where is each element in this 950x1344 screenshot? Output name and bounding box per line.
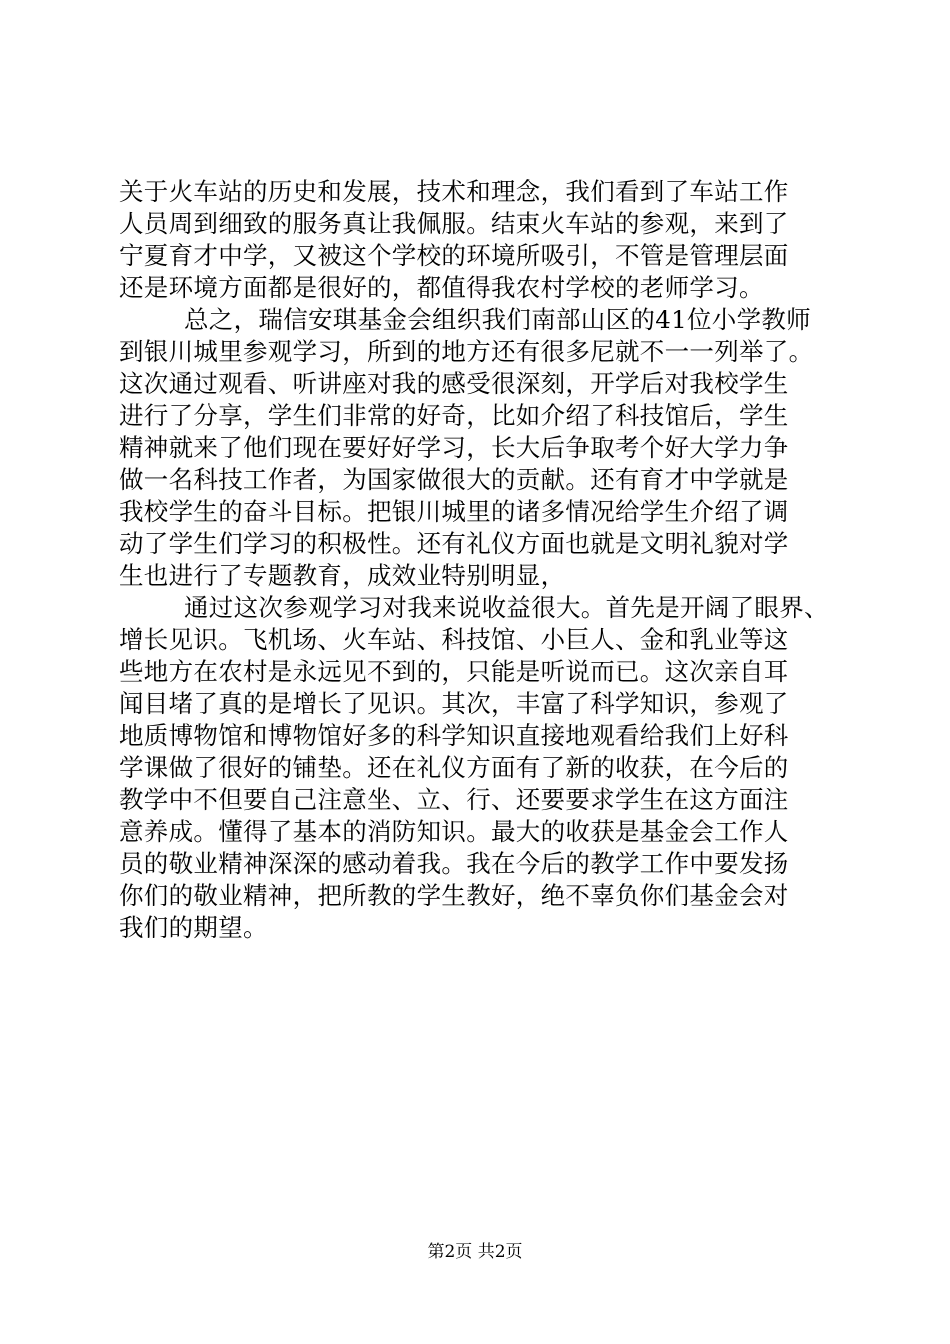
document-body (119, 176, 859, 944)
text-line: 做一名科技工作者，为国家做很大的贡献。还有育才中学就是 (119, 465, 789, 494)
text-line: 增长见识。飞机场、火车站、科技馆、小巨人、金和乳业等这 (119, 625, 789, 654)
text-line: 学课做了很好的铺垫。还在礼仪方面有了新的收获，在今后的 (119, 753, 789, 782)
paragraph-start-line: 总之，瑞信安琪基金会组织我们南部山区的41位小学教师 (184, 305, 811, 334)
text-line: 我们的期望。 (119, 913, 268, 942)
text-line: 生也进行了专题教育，成效业特别明显， (119, 561, 566, 590)
paragraph-start-line: 通过这次参观学习对我来说收益很大。首先是开阔了眼界、 (184, 593, 829, 622)
text-line: 你们的敬业精神，把所教的学生教好，绝不辜负你们基金会对 (119, 881, 789, 910)
text-line: 宁夏育才中学，又被这个学校的环境所吸引，不管是管理层面 (119, 241, 789, 270)
text-line: 些地方在农村是永远见不到的，只能是听说而已。这次亲自耳 (119, 657, 789, 686)
text-line: 关于火车站的历史和发展，技术和理念，我们看到了车站工作 (119, 177, 789, 206)
text-line: 闻目堵了真的是增长了见识。其次，丰富了科学知识，参观了 (119, 689, 789, 718)
text-line: 还是环境方面都是很好的，都值得我农村学校的老师学习。 (119, 273, 764, 302)
page-footer: 第2页 共2页 (427, 1242, 523, 1262)
text-line: 意养成。懂得了基本的消防知识。最大的收获是基金会工作人 (119, 817, 789, 846)
text-line: 这次通过观看、听讲座对我的感受很深刻，开学后对我校学生 (119, 369, 789, 398)
text-line: 人员周到细致的服务真让我佩服。结束火车站的参观，来到了 (119, 209, 789, 238)
text-line: 进行了分享，学生们非常的好奇，比如介绍了科技馆后，学生 (119, 401, 789, 430)
text-line: 地质博物馆和博物馆好多的科学知识直接地观看给我们上好科 (119, 721, 789, 750)
text-line: 精神就来了他们现在要好好学习，长大后争取考个好大学力争 (119, 433, 789, 462)
text-line: 员的敬业精神深深的感动着我。我在今后的教学工作中要发扬 (119, 849, 789, 878)
text-line: 我校学生的奋斗目标。把银川城里的诸多情况给学生介绍了调 (119, 497, 789, 526)
text-line: 到银川城里参观学习，所到的地方还有很多尼就不一一列举了。 (119, 337, 814, 366)
text-line: 教学中不但要自己注意坐、立、行、还要要求学生在这方面注 (119, 785, 789, 814)
text-line: 动了学生们学习的积极性。还有礼仪方面也就是文明礼貌对学 (119, 529, 789, 558)
